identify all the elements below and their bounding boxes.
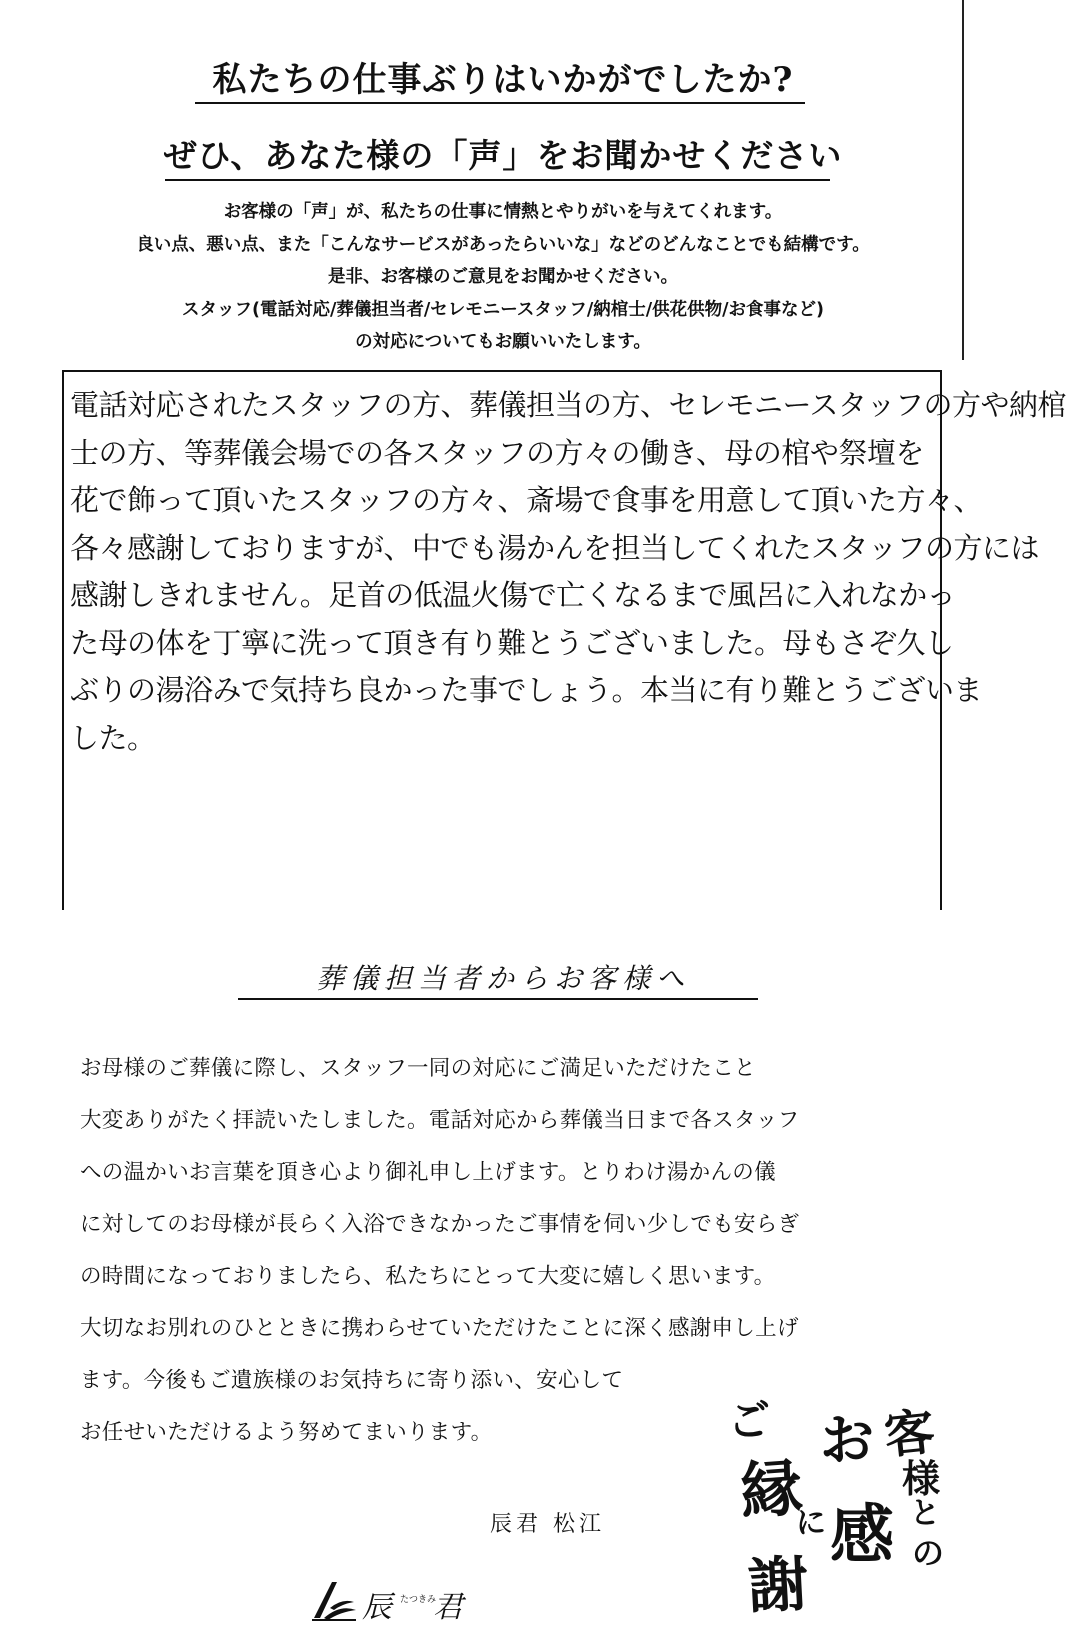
comment-line: 花で飾って頂いたスタッフの方々、斎場で食事を用意して頂いた方々、 bbox=[70, 483, 983, 517]
stamp-char: 感 bbox=[830, 1498, 894, 1573]
logo-char: 君 bbox=[433, 1590, 463, 1625]
subtitle-underline bbox=[165, 179, 830, 181]
intro-line: お客様の「声」が、私たちの仕事に情熱とやりがいを与えてくれます。 bbox=[223, 202, 783, 222]
intro-line: の対応についてもお願いいたします。 bbox=[355, 332, 651, 352]
comment-line: ぶりの湯浴みで気持ち良かった事でしょう。本当に有り難とうございま bbox=[70, 673, 983, 707]
intro-line: スタッフ(電話対応/葬儀担当者/セレモニースタッフ/納棺士/供花供物/お食事など) bbox=[181, 299, 825, 320]
comment-line: 感謝しきれません。足首の低温火傷で亡くなるまで風呂に入れなかっ bbox=[70, 578, 956, 612]
page-subtitle: ぜひ、あなた様の「声」をお聞かせください bbox=[163, 136, 843, 175]
intro-text bbox=[0, 196, 1006, 359]
logo-reading: たつきみ bbox=[400, 1595, 437, 1605]
reply-line: お任せいただけるよう努めてまいります。 bbox=[80, 1420, 493, 1445]
comment-line: 各々感謝しておりますが、中でも湯かんを担当してくれたスタッフの方には bbox=[70, 530, 1040, 565]
stamp-char: ご bbox=[728, 1396, 771, 1445]
stamp-char: 謝 bbox=[746, 1549, 811, 1623]
intro-line: 良い点、悪い点、また「こんなサービスがあったらいいな」などのどんなことでも結構です。 bbox=[136, 234, 870, 255]
stamp-char: 客 bbox=[881, 1401, 938, 1466]
staff-signature: 辰君 松江 bbox=[490, 1512, 605, 1537]
customer-comment-box bbox=[62, 370, 1066, 910]
scan-edge-line bbox=[962, 0, 964, 360]
reply-heading: 葬儀担当者からお客様へ bbox=[315, 962, 690, 995]
company-logo bbox=[310, 1574, 480, 1626]
comment-line: した。 bbox=[70, 720, 156, 755]
reply-line: 大切なお別れのひとときに携わらせていただけたことに深く感謝申し上げ bbox=[80, 1316, 799, 1341]
reply-line: ます。今後もご遺族様のお気持ちに寄り添い、安心して bbox=[80, 1368, 624, 1393]
intro-line: 是非、お客様のご意見をお聞かせください。 bbox=[328, 267, 678, 287]
page-title: 私たちの仕事ぶりはいかがでしたか? bbox=[212, 60, 794, 100]
stamp-char: の bbox=[912, 1534, 945, 1572]
reply-line: 大変ありがたく拝読いたしました。電話対応から葬儀当日まで各スタッフ bbox=[80, 1108, 800, 1133]
stamp-char: 縁 bbox=[737, 1450, 805, 1529]
stamp-char: お bbox=[820, 1408, 874, 1472]
reply-line: お母様のご葬儀に際し、スタッフ一同の対応にご満足いただけたこと bbox=[80, 1056, 756, 1081]
logo-char: 辰 bbox=[362, 1590, 392, 1625]
stamp-char: と bbox=[910, 1496, 940, 1531]
reply-line: への温かいお言葉を頂き心より御礼申し上げます。とりわけ湯かんの儀 bbox=[80, 1160, 776, 1185]
gratitude-calligraphy-stamp bbox=[712, 1388, 972, 1623]
title-underline bbox=[195, 102, 805, 104]
reply-line: の時間になっておりましたら、私たちにとって大変に嬉しく思います。 bbox=[80, 1264, 776, 1289]
stamp-char: に bbox=[796, 1506, 826, 1541]
reply-heading-underline bbox=[238, 998, 758, 1000]
reply-line: に対してのお母様が長らく入浴できなかったご事情を伺い少しでも安らぎ bbox=[80, 1212, 800, 1237]
comment-line: 電話対応されたスタッフの方、葬儀担当の方、セレモニースタッフの方や納棺 bbox=[70, 388, 1066, 422]
comment-line: た母の体を丁寧に洗って頂き有り難とうございました。母もさぞ久し bbox=[70, 625, 954, 660]
logo-mark-icon bbox=[310, 1574, 360, 1624]
stamp-char: 様 bbox=[902, 1456, 941, 1501]
comment-line: 士の方、等葬儀会場での各スタッフの方々の働き、母の棺や祭壇を bbox=[70, 435, 924, 470]
customer-comment-text bbox=[70, 382, 1066, 762]
